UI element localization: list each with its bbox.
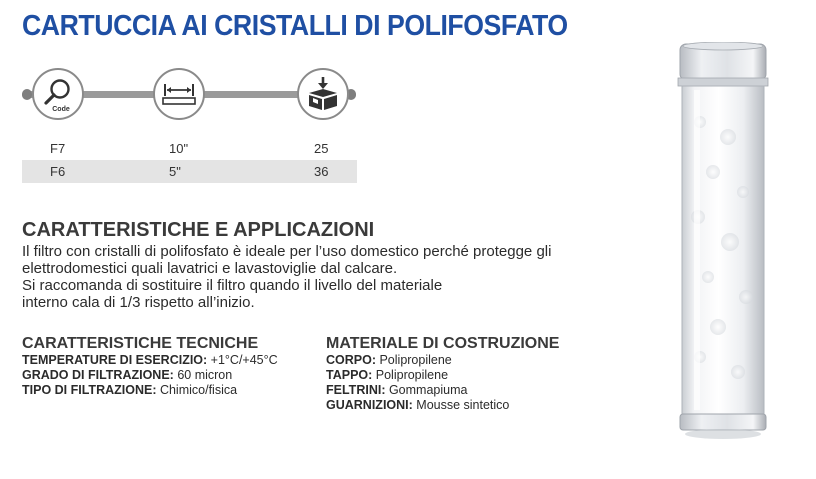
materials-specs (326, 353, 509, 413)
description-line: Si raccomanda di sostituire il filtro quando il livello del materiale (22, 277, 443, 294)
spec-value: 60 micron (173, 368, 233, 382)
material-value: Mousse sintetico (412, 398, 510, 412)
features-description (22, 243, 612, 311)
box-quantity-icon (297, 68, 349, 120)
material-label: FELTRINI: (326, 383, 386, 397)
material-label: GUARNIZIONI: (326, 398, 413, 412)
code-label: Code (52, 106, 70, 113)
spec-item (22, 353, 278, 368)
material-item (326, 368, 509, 383)
table-cell-qty: 25 (314, 141, 329, 156)
spec-value: Chimico/fisica (156, 383, 238, 397)
table-cell-code: F6 (50, 164, 66, 179)
material-item (326, 353, 509, 368)
material-item (326, 398, 509, 413)
spec-item (22, 368, 278, 383)
page-title: CARTUCCIA AI CRISTALLI DI POLIFOSFATO (22, 10, 568, 42)
description-line: interno cala di 1/3 rispetto all’inizio. (22, 294, 255, 311)
technical-heading: CARATTERISTICHE TECNICHE (22, 335, 259, 352)
table-row (22, 160, 357, 183)
material-label: CORPO: (326, 353, 376, 367)
spec-label: TEMPERATURE DI ESERCIZIO: (22, 353, 208, 367)
product-icon-bar (22, 66, 358, 122)
description-line: Il filtro con cristalli di polifosfato è ideale per l’uso domestico perché protegge gli (22, 243, 552, 260)
spec-label: TIPO DI FILTRAZIONE: (22, 383, 157, 397)
description-line: elettrodomestici quali lavatrici e lavastoviglie dal calcare. (22, 260, 398, 277)
features-heading: CARATTERISTICHE E APPLICAZIONI (22, 219, 375, 241)
material-item (326, 383, 509, 398)
material-label: TAPPO: (326, 368, 373, 382)
materials-heading: MATERIALE DI COSTRUZIONE (326, 335, 560, 352)
material-value: Gommapiuma (385, 383, 468, 397)
spec-label: GRADO DI FILTRAZIONE: (22, 368, 174, 382)
table-cell-qty: 36 (314, 164, 329, 179)
table-cell-code: F7 (50, 141, 66, 156)
material-value: Polipropilene (372, 368, 449, 382)
table-cell-size: 5" (169, 164, 181, 179)
table-cell-size: 10" (169, 141, 189, 156)
technical-specs (22, 353, 278, 398)
spec-value: +1°C/+45°C (207, 353, 278, 367)
length-measure-icon (153, 68, 205, 120)
product-table (22, 137, 357, 183)
product-cartridge-image (658, 42, 788, 442)
magnifier-code-icon (32, 68, 84, 120)
icon-bar-left-cap (22, 89, 32, 100)
material-value: Polipropilene (376, 353, 452, 367)
spec-item (22, 383, 278, 398)
table-row (22, 137, 357, 160)
